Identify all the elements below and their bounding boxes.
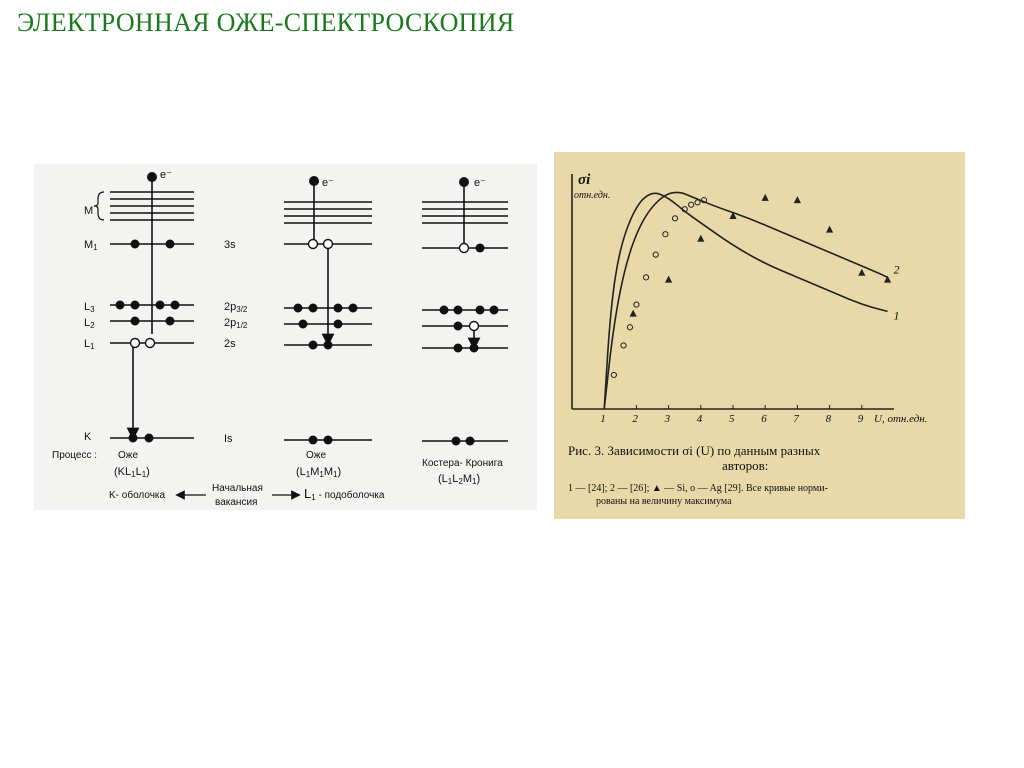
shell-label-l1: L1 — [84, 338, 95, 351]
data-point-si — [665, 276, 672, 283]
y-axis-label: σi — [578, 172, 591, 188]
process-code-2: (L1M1M1) — [296, 466, 342, 479]
initial-vacancy-line1: Начальная — [212, 483, 263, 494]
data-point-ag — [611, 372, 616, 377]
shell-label-k: K — [84, 431, 92, 443]
data-point-si — [762, 194, 769, 201]
electron-label: e⁻ — [322, 177, 334, 189]
curve-label-2: 2 — [893, 262, 900, 277]
curve-1 — [604, 193, 887, 409]
curve-2 — [604, 192, 887, 409]
shell-label-m: M — [84, 205, 94, 217]
process-code-1: (KL1L1) — [114, 466, 150, 479]
column-kl1l1 — [94, 172, 194, 443]
energy-diagram-svg — [34, 164, 537, 510]
orbital-label-3s: 3s — [224, 239, 236, 251]
process-name-1: Оже — [118, 450, 139, 461]
data-point-ag — [663, 232, 668, 237]
figure-note-line1: 1 — [24]; 2 — [26]; ▲ — Si, o — Ag [29]. Все кривые норми- — [568, 483, 828, 494]
process-code-3: (L1L2M1) — [438, 473, 481, 486]
slide-title: ЭЛЕКТРОННАЯ ОЖЕ-СПЕКТРОСКОПИЯ — [17, 8, 515, 37]
shell-label-l3: L3 — [84, 301, 95, 314]
figure-caption-line2: авторов: — [722, 458, 769, 473]
x-tick-label: 1 — [600, 413, 606, 425]
data-point-ag — [621, 343, 626, 348]
data-point-si — [858, 269, 865, 276]
orbital-label-2p32: 2p3/2 — [224, 301, 248, 314]
initial-vacancy-line2: вакансия — [215, 497, 258, 508]
x-tick-label: 5 — [729, 413, 735, 425]
data-point-si — [826, 226, 833, 233]
x-axis-label: U, отн.едн. — [874, 413, 928, 425]
data-point-ag — [653, 252, 658, 257]
x-tick-label: 8 — [825, 413, 832, 425]
shell-label-m1: M1 — [84, 239, 98, 252]
x-tick-label: 7 — [793, 413, 799, 425]
process-name-3: Костера- Кронига — [422, 458, 503, 469]
process-name-2: Оже — [306, 450, 327, 461]
electron-label: e⁻ — [474, 177, 486, 189]
l1-subshell-label: L1 - подоболочка — [304, 486, 385, 502]
x-tick-label: 3 — [664, 413, 671, 425]
x-tick-label: 2 — [632, 413, 638, 425]
x-tick-label: 9 — [857, 413, 864, 425]
cross-section-chart — [554, 152, 965, 519]
shell-label-l2: L2 — [84, 317, 95, 330]
cross-section-figure — [554, 152, 965, 519]
orbital-label-2p12: 2p1/2 — [224, 317, 248, 330]
data-point-si — [697, 235, 704, 242]
electron-label: e⁻ — [160, 169, 172, 181]
column-l1m1m1 — [284, 176, 372, 445]
x-tick-label: 4 — [696, 413, 703, 425]
data-markers — [611, 194, 891, 378]
x-ticks — [600, 405, 864, 425]
data-point-ag — [627, 325, 632, 330]
k-shell-label: K- оболочка — [109, 490, 166, 501]
process-label: Процесс : — [52, 450, 98, 461]
data-point-ag — [689, 202, 694, 207]
data-point-ag — [695, 200, 700, 205]
curve-label-1: 1 — [893, 308, 900, 323]
curves — [604, 192, 899, 409]
electron-dot — [147, 172, 157, 182]
auger-energy-diagram — [34, 164, 537, 510]
x-tick-label: 6 — [761, 413, 767, 425]
data-point-si — [794, 196, 801, 203]
orbital-label-2s: 2s — [224, 338, 236, 350]
data-point-ag — [672, 216, 677, 221]
column-l1l2m1 — [422, 177, 508, 446]
figure-caption-line1: Рис. 3. Зависимости σi (U) по данным разных — [568, 443, 821, 458]
data-point-si — [630, 310, 637, 317]
y-axis-units: отн.едн. — [574, 190, 611, 201]
figure-note-line2: рованы на величину максимума — [596, 496, 732, 507]
orbital-label-1s: Is — [224, 433, 233, 445]
data-point-ag — [634, 302, 639, 307]
data-point-ag — [643, 275, 648, 280]
